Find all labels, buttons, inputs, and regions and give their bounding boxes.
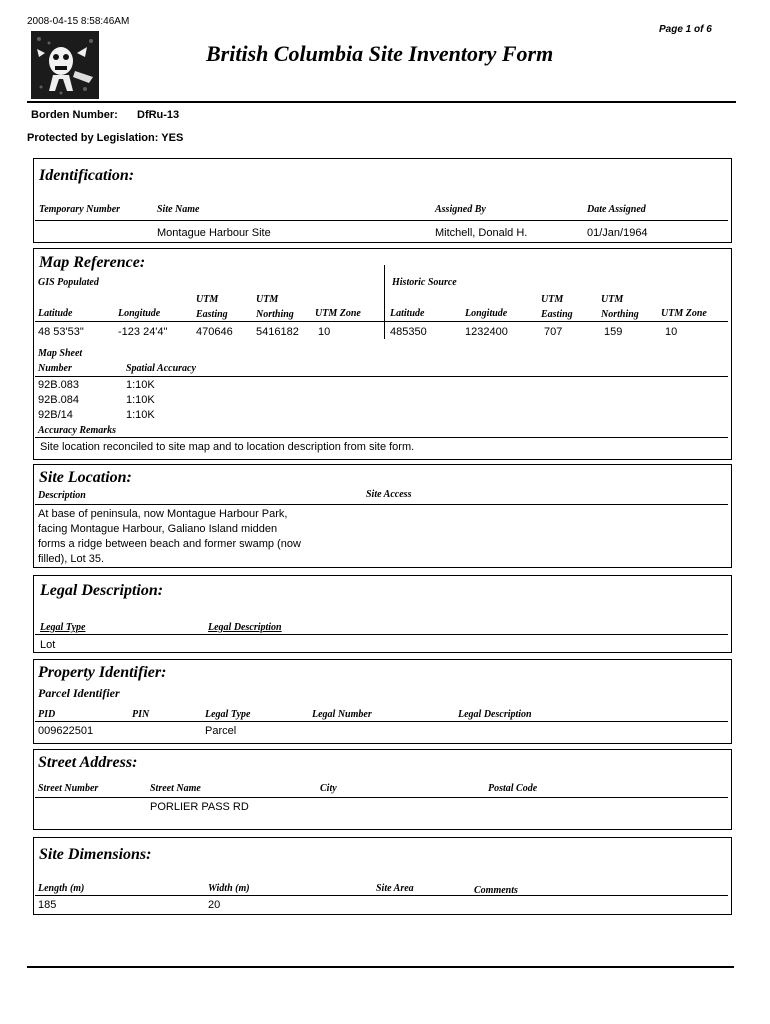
street-address-title: Street Address: bbox=[38, 754, 138, 771]
description-line-3: forms a ridge between beach and former swamp (now bbox=[38, 538, 301, 550]
street-name-value: PORLIER PASS RD bbox=[150, 801, 249, 813]
accuracy-remarks-label: Accuracy Remarks bbox=[38, 425, 117, 436]
header-site-name: Site Name bbox=[157, 204, 200, 215]
gis-latitude: 48 53'53" bbox=[38, 326, 84, 338]
map-sheet-3: 92B/14 bbox=[38, 409, 73, 421]
site-dimensions-title: Site Dimensions: bbox=[39, 846, 152, 863]
comments-header: Comments bbox=[474, 885, 518, 896]
width-value: 20 bbox=[208, 899, 221, 911]
identification-title: Identification: bbox=[39, 167, 135, 184]
description-label: Description bbox=[38, 490, 86, 501]
historic-easting-header: UTM Easting bbox=[541, 294, 573, 320]
accuracy-remarks: Site location reconciled to site map and to location description from site form. bbox=[40, 441, 415, 453]
map-sheet-2: 92B.084 bbox=[38, 394, 79, 406]
site-name-value: Montague Harbour Site bbox=[157, 227, 271, 239]
assigned-by-value: Mitchell, Donald H. bbox=[435, 227, 528, 239]
postal-code-header: Postal Code bbox=[488, 783, 538, 794]
page-number: Page 1 of 6 bbox=[659, 24, 712, 35]
historic-longitude-header: Longitude bbox=[465, 308, 508, 319]
map-sheet-label: Map Sheet bbox=[38, 348, 83, 359]
property-legal-type-value: Parcel bbox=[205, 725, 237, 737]
site-access-label: Site Access bbox=[366, 489, 412, 500]
map-reference-section bbox=[33, 248, 732, 460]
gis-longitude: -123 24'4" bbox=[118, 326, 168, 338]
legal-type-label: Legal Type bbox=[40, 622, 86, 633]
gis-easting-header: UTM Easting bbox=[196, 294, 228, 320]
gis-zone: 10 bbox=[318, 326, 331, 338]
header-divider bbox=[27, 101, 736, 103]
legal-description-label: Legal Description bbox=[208, 622, 282, 633]
street-name-header: Street Name bbox=[150, 783, 201, 794]
historic-northing-header: UTM Northing bbox=[601, 294, 639, 320]
description-line-2: facing Montague Harbour, Galiano Island midden bbox=[38, 523, 278, 535]
historic-source-label: Historic Source bbox=[392, 277, 457, 288]
parcel-identifier-label: Parcel Identifier bbox=[38, 686, 120, 700]
description-line-1: At base of peninsula, now Montague Harbour Park, bbox=[38, 508, 288, 520]
property-identifier-title: Property Identifier: bbox=[38, 664, 167, 681]
description-line-4: filled), Lot 35. bbox=[38, 553, 105, 565]
timestamp: 2008-04-15 8:58:46AM bbox=[27, 16, 130, 27]
site-area-header: Site Area bbox=[376, 883, 414, 894]
site-location-title: Site Location: bbox=[39, 469, 132, 486]
length-header: Length (m) bbox=[38, 883, 85, 894]
historic-longitude: 1232400 bbox=[465, 326, 508, 338]
historic-zone-header: UTM Zone bbox=[661, 308, 707, 319]
legal-type-value: Lot bbox=[40, 639, 56, 651]
map-sheet-1-accuracy: 1:10K bbox=[126, 379, 155, 391]
bc-logo-figure-icon bbox=[31, 31, 99, 99]
protected-status: Protected by Legislation: YES bbox=[27, 132, 184, 144]
property-legal-description-header: Legal Description bbox=[458, 709, 532, 720]
legal-number-header: Legal Number bbox=[312, 709, 372, 720]
gis-longitude-header: Longitude bbox=[118, 308, 161, 319]
historic-zone: 10 bbox=[665, 326, 678, 338]
gis-populated-label: GIS Populated bbox=[38, 277, 99, 288]
borden-number-value: DfRu-13 bbox=[137, 109, 180, 121]
historic-latitude: 485350 bbox=[390, 326, 427, 338]
spatial-accuracy-label: Spatial Accuracy bbox=[126, 363, 196, 374]
form-title: British Columbia Site Inventory Form bbox=[206, 41, 554, 66]
gis-latitude-header: Latitude bbox=[38, 308, 73, 319]
map-sheet-3-accuracy: 1:10K bbox=[126, 409, 155, 421]
header-temporary-number: Temporary Number bbox=[39, 204, 121, 215]
date-assigned-value: 01/Jan/1964 bbox=[587, 227, 648, 239]
historic-latitude-header: Latitude bbox=[390, 308, 425, 319]
header-date-assigned: Date Assigned bbox=[587, 204, 646, 215]
gis-zone-header: UTM Zone bbox=[315, 308, 361, 319]
gis-northing-header: UTM Northing bbox=[256, 294, 294, 320]
borden-number-label: Borden Number: bbox=[31, 109, 118, 121]
gis-northing: 5416182 bbox=[256, 326, 299, 338]
legal-description-title: Legal Description: bbox=[40, 582, 164, 599]
historic-northing: 159 bbox=[604, 326, 623, 338]
property-legal-type-header: Legal Type bbox=[205, 709, 251, 720]
gis-easting: 470646 bbox=[196, 326, 233, 338]
map-reference-title: Map Reference: bbox=[39, 254, 146, 271]
city-header: City bbox=[320, 783, 337, 794]
historic-easting: 707 bbox=[544, 326, 563, 338]
street-address-section bbox=[33, 749, 732, 830]
footer-divider bbox=[27, 966, 734, 968]
pid-header: PID bbox=[38, 709, 56, 720]
length-value: 185 bbox=[38, 899, 57, 911]
map-sheet-number-label: Number bbox=[38, 363, 72, 374]
street-number-header: Street Number bbox=[38, 783, 99, 794]
map-sheet-1: 92B.083 bbox=[38, 379, 79, 391]
pin-header: PIN bbox=[132, 709, 150, 720]
pid-value: 009622501 bbox=[38, 725, 94, 737]
header-assigned-by: Assigned By bbox=[435, 204, 486, 215]
map-sheet-2-accuracy: 1:10K bbox=[126, 394, 155, 406]
width-header: Width (m) bbox=[208, 883, 250, 894]
